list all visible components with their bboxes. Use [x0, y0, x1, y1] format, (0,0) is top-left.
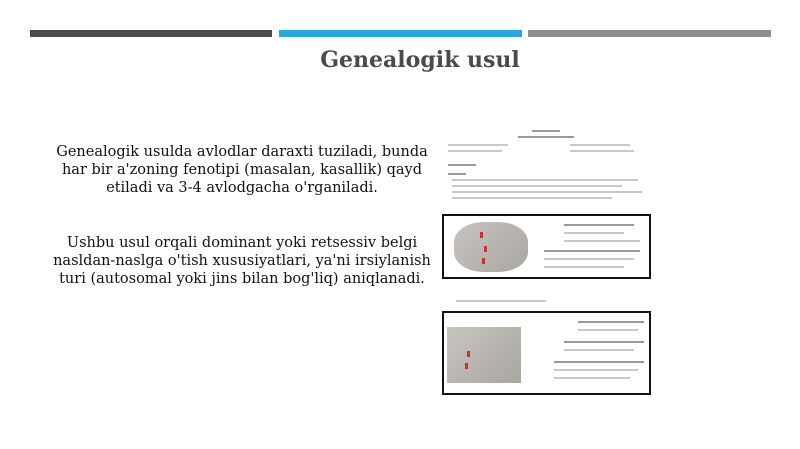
paragraph-2: Ushbu usul orqali dominant yoki retsessiv belgi nasldan-naslga o'tish xususiyatlari, ya'ni irsiylanish turi (autosomal yoki jins bilan bog'liq) aniqlanadi. — [53, 235, 431, 287]
top-bar-dark — [30, 30, 272, 37]
paragraph-1: Genealogik usulda avlodlar daraxti tuziladi, bunda har bir a'zoning fenotipi (masalan, kasallik) qayd etiladi va 3-4 avlodgacha o'rganiladi. — [56, 144, 428, 196]
document-image — [440, 128, 652, 396]
slide-title: Genealogik usul — [320, 47, 520, 73]
top-bar-blue — [279, 30, 522, 37]
pedigree-photo-2 — [447, 327, 521, 383]
top-bar-grey — [528, 30, 771, 37]
pedigree-figure-2 — [442, 311, 651, 395]
pedigree-photo-1 — [454, 222, 528, 272]
pedigree-figure-1 — [442, 214, 651, 279]
